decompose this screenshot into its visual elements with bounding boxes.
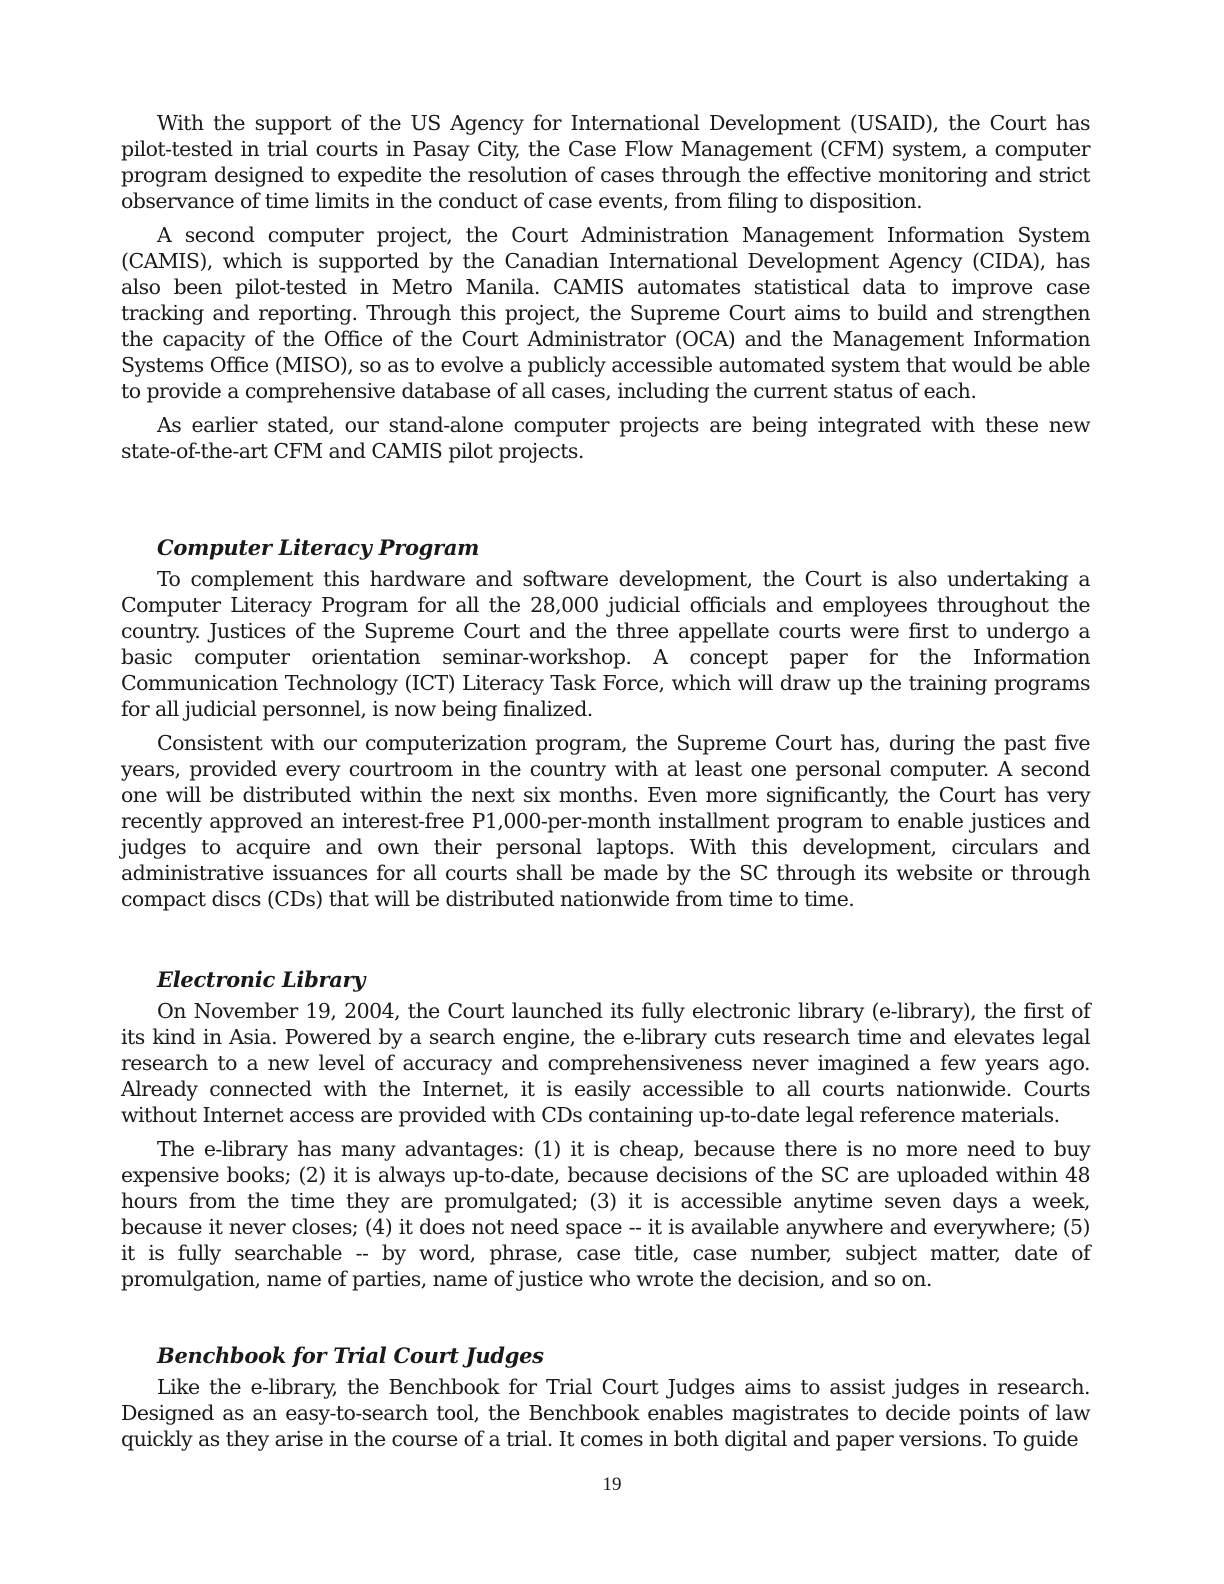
paragraph-cfm-system: With the support of the US Agency for International Development (USAID), the Court has pilot-tested in trial courts in Pasay City, the Case Flow Management (CFM) system, a computer program designed to expedite the resolution of cases through the effective monitoring and strict observance of time limits in the conduct of case events, from filing to disposition. [121, 111, 1090, 213]
paragraph-computerization: Consistent with our computerization program, the Supreme Court has, during the past five years, provided every courtroom in the country with at least one personal computer. A second one will be distributed within the next six months. Even more significantly, the Court has very recently approved an interest-free P1,000-per-month installment program to enable justices and judges to acquire and own their personal laptops. With this development, circulars and administrative issuances for all courts shall be made by the SC through its website or through compact discs (CDs) that will be distributed nationwide from time to time. [121, 731, 1090, 911]
section-spacer [121, 920, 1090, 966]
heading-computer-literacy: Computer Literacy Program [157, 535, 480, 560]
paragraph-camis-project: A second computer project, the Court Administration Management Information System (CAMIS), which is supported by the Canadian International Development Agency (CIDA), has also been pilot-tested in Metro Manila. CAMIS automates statistical data to improve case tracking and reporting. Through this project, the Supreme Court aims to build and strengthen the capacity of the Office of the Court Administrator (OCA) and the Management Information Systems Office (MISO), so as to evolve a publicly accessible automated system that would be able to provide a comprehensive database of all cases, including the current status of each. [121, 223, 1090, 403]
section-spacer [121, 472, 1090, 534]
page-number: 19 [602, 1474, 622, 1495]
paragraph-integration: As earlier stated, our stand-alone computer projects are being integrated with these new state-of-the-art CFM and CAMIS pilot projects. [121, 413, 1090, 463]
heading-benchbook: Benchbook for Trial Court Judges [157, 1343, 544, 1368]
paragraph-benchbook: Like the e-library, the Benchbook for Trial Court Judges aims to assist judges in research. Designed as an easy-to-search tool, the Benchbook enables magistrates to decide points of law quickly as they arise in the course of a trial. It comes in both digital and paper versions. To guide [121, 1375, 1090, 1451]
page-body [121, 110, 1090, 1460]
section-spacer [121, 1300, 1090, 1342]
paragraph-elibrary-advantages: The e-library has many advantages: (1) it is cheap, because there is no more need to buy expensive books; (2) it is always up-to-date, because decisions of the SC are uploaded within 48 hours from the time they are promulgated; (3) it is accessible anytime seven days a week, because it never closes; (4) it does not need space -- it is available anywhere and everywhere; (5) it is fully searchable -- by word, phrase, case title, case number, subject matter, date of promulgation, name of parties, name of justice who wrote the decision, and so on. [121, 1137, 1090, 1291]
paragraph-literacy-program: To complement this hardware and software development, the Court is also undertaking a Computer Literacy Program for all the 28,000 judicial officials and employees throughout the country. Justices of the Supreme Court and the three appellate courts were first to undergo a basic computer orientation seminar-workshop. A concept paper for the Information Communication Technology (ICT) Literacy Task Force, which will draw up the training programs for all judicial personnel, is now being finalized. [121, 567, 1090, 721]
heading-electronic-library: Electronic Library [157, 967, 366, 992]
paragraph-elibrary-launch: On November 19, 2004, the Court launched its fully electronic library (e-library), the first of its kind in Asia. Powered by a search engine, the e-library cuts research time and elevates legal research to a new level of accuracy and comprehensiveness never imagined a few years ago. Already connected with the Internet, it is easily accessible to all courts nationwide. Courts without Internet access are provided with CDs containing up-to-date legal reference materials. [121, 999, 1090, 1127]
